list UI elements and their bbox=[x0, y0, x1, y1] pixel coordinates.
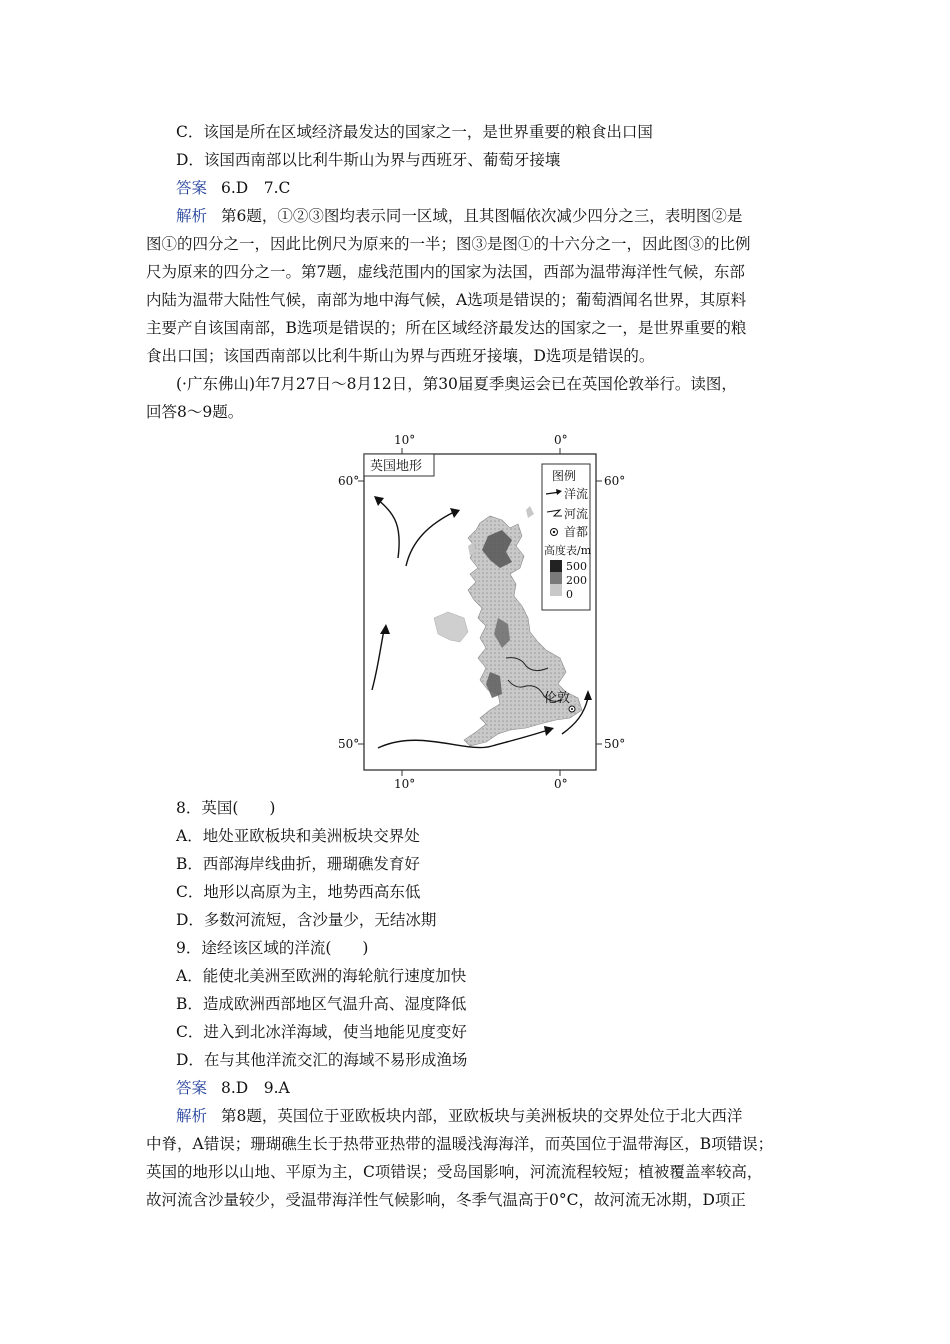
legend-swatch-0 bbox=[550, 584, 562, 596]
q8-stem: 8．英国( ) bbox=[176, 799, 276, 817]
legend-level: 0 bbox=[566, 588, 573, 601]
analysis-text: 故河流含沙量较少，受温带海洋性气候影响，冬季气温高于0°C，故河流无冰期，D项正 bbox=[146, 1191, 746, 1209]
legend-current-label: 洋流 bbox=[564, 487, 589, 501]
legend-level: 500 bbox=[566, 560, 587, 573]
q9-option-c: C．进入到北冰洋海域，使当地能见度变好 bbox=[176, 1023, 467, 1041]
intro-line: 回答8～9题。 bbox=[146, 403, 244, 421]
lon-label: 0° bbox=[554, 777, 568, 791]
map-title: 英国地形 bbox=[370, 459, 423, 474]
analysis-text: 主要产自该国南部，B选项是错误的；所在区域经济最发达的国家之一，是世界重要的粮 bbox=[146, 319, 747, 337]
analysis-text: 中脊，A错误；珊瑚礁生长于热带亚热带的温暖浅海海洋，而英国位于温带海区，B项错误； bbox=[146, 1135, 774, 1153]
q8-option-d: D．多数河流短，含沙量少，无结冰期 bbox=[176, 911, 437, 929]
answer-label: 答案 bbox=[176, 179, 208, 197]
analysis-text: 尺为原来的四分之一。第7题，虚线范围内的国家为法国，西部为温带海洋性气候，东部 bbox=[146, 263, 745, 281]
q8-option-c: C．地形以高原为主，地势西高东低 bbox=[176, 883, 421, 901]
legend-level: 200 bbox=[566, 574, 587, 587]
lon-label: 10° bbox=[394, 777, 416, 791]
analysis-label: 解析 bbox=[176, 207, 208, 225]
legend-capital-label: 首都 bbox=[564, 525, 589, 539]
lat-label: 60° bbox=[604, 474, 626, 488]
q8-option-a: A．地处亚欧板块和美洲板块交界处 bbox=[176, 827, 420, 845]
analysis-text: 食出口国；该国西南部以比利牛斯山为界与西班牙接壤，D选项是错误的。 bbox=[146, 347, 655, 365]
answer-line-2 bbox=[176, 1078, 856, 1098]
q9-option-a: A．能使北美洲至欧洲的海轮航行速度加快 bbox=[176, 967, 467, 985]
q9-option-b: B．造成欧洲西部地区气温升高、湿度降低 bbox=[176, 995, 467, 1013]
analysis-line bbox=[176, 1106, 856, 1126]
lon-label: 0° bbox=[554, 433, 568, 447]
q7-option-c: C．该国是所在区域经济最发达的国家之一，是世界重要的粮食出口国 bbox=[176, 123, 653, 141]
q9-option-d: D．在与其他洋流交汇的海域不易形成渔场 bbox=[176, 1051, 468, 1069]
legend-swatch-200 bbox=[550, 572, 562, 584]
lat-label: 60° bbox=[338, 474, 360, 488]
analysis-line bbox=[176, 206, 856, 226]
lat-label: 50° bbox=[338, 737, 360, 751]
legend-title: 图例 bbox=[552, 469, 577, 483]
analysis-label: 解析 bbox=[176, 1107, 208, 1125]
legend-river-label: 河流 bbox=[564, 507, 589, 521]
answer-value: 6.D 7.C bbox=[221, 179, 291, 197]
uk-terrain-map bbox=[330, 428, 630, 794]
answer-line-1 bbox=[176, 178, 856, 198]
lat-label: 50° bbox=[604, 737, 626, 751]
lon-label: 10° bbox=[394, 433, 416, 447]
analysis-text: 内陆为温带大陆性气候，南部为地中海气候，A选项是错误的；葡萄酒闻名世界，其原料 bbox=[146, 291, 747, 309]
legend-elevation-title: 高度表/m bbox=[544, 544, 592, 557]
answer-value: 8.D 9.A bbox=[221, 1079, 290, 1097]
analysis-text: 英国的地形以山地、平原为主，C项错误；受岛国影响，河流流程较短；植被覆盖率较高， bbox=[146, 1163, 763, 1181]
q9-stem: 9．途经该区域的洋流( ) bbox=[176, 939, 369, 957]
answer-label: 答案 bbox=[176, 1079, 208, 1097]
q8-option-b: B．西部海岸线曲折，珊瑚礁发育好 bbox=[176, 855, 420, 873]
intro-line: (·广东佛山)年7月27日～8月12日，第30届夏季奥运会已在英国伦敦举行。读图， bbox=[176, 375, 737, 393]
analysis-text: 第8题，英国位于亚欧板块内部，亚欧板块与美洲板块的交界处位于北大西洋 bbox=[221, 1107, 743, 1125]
city-label-london: 伦敦 bbox=[544, 691, 571, 706]
q7-option-d: D．该国西南部以比利牛斯山为界与西班牙、葡萄牙接壤 bbox=[176, 151, 561, 169]
analysis-text: 第6题，①②③图均表示同一区域，且其图幅依次减少四分之三，表明图②是 bbox=[221, 207, 743, 225]
analysis-text: 图①的四分之一，因此比例尺为原来的一半；图③是图①的十六分之一，因此图③的比例 bbox=[146, 235, 751, 253]
legend-swatch-500 bbox=[550, 560, 562, 572]
